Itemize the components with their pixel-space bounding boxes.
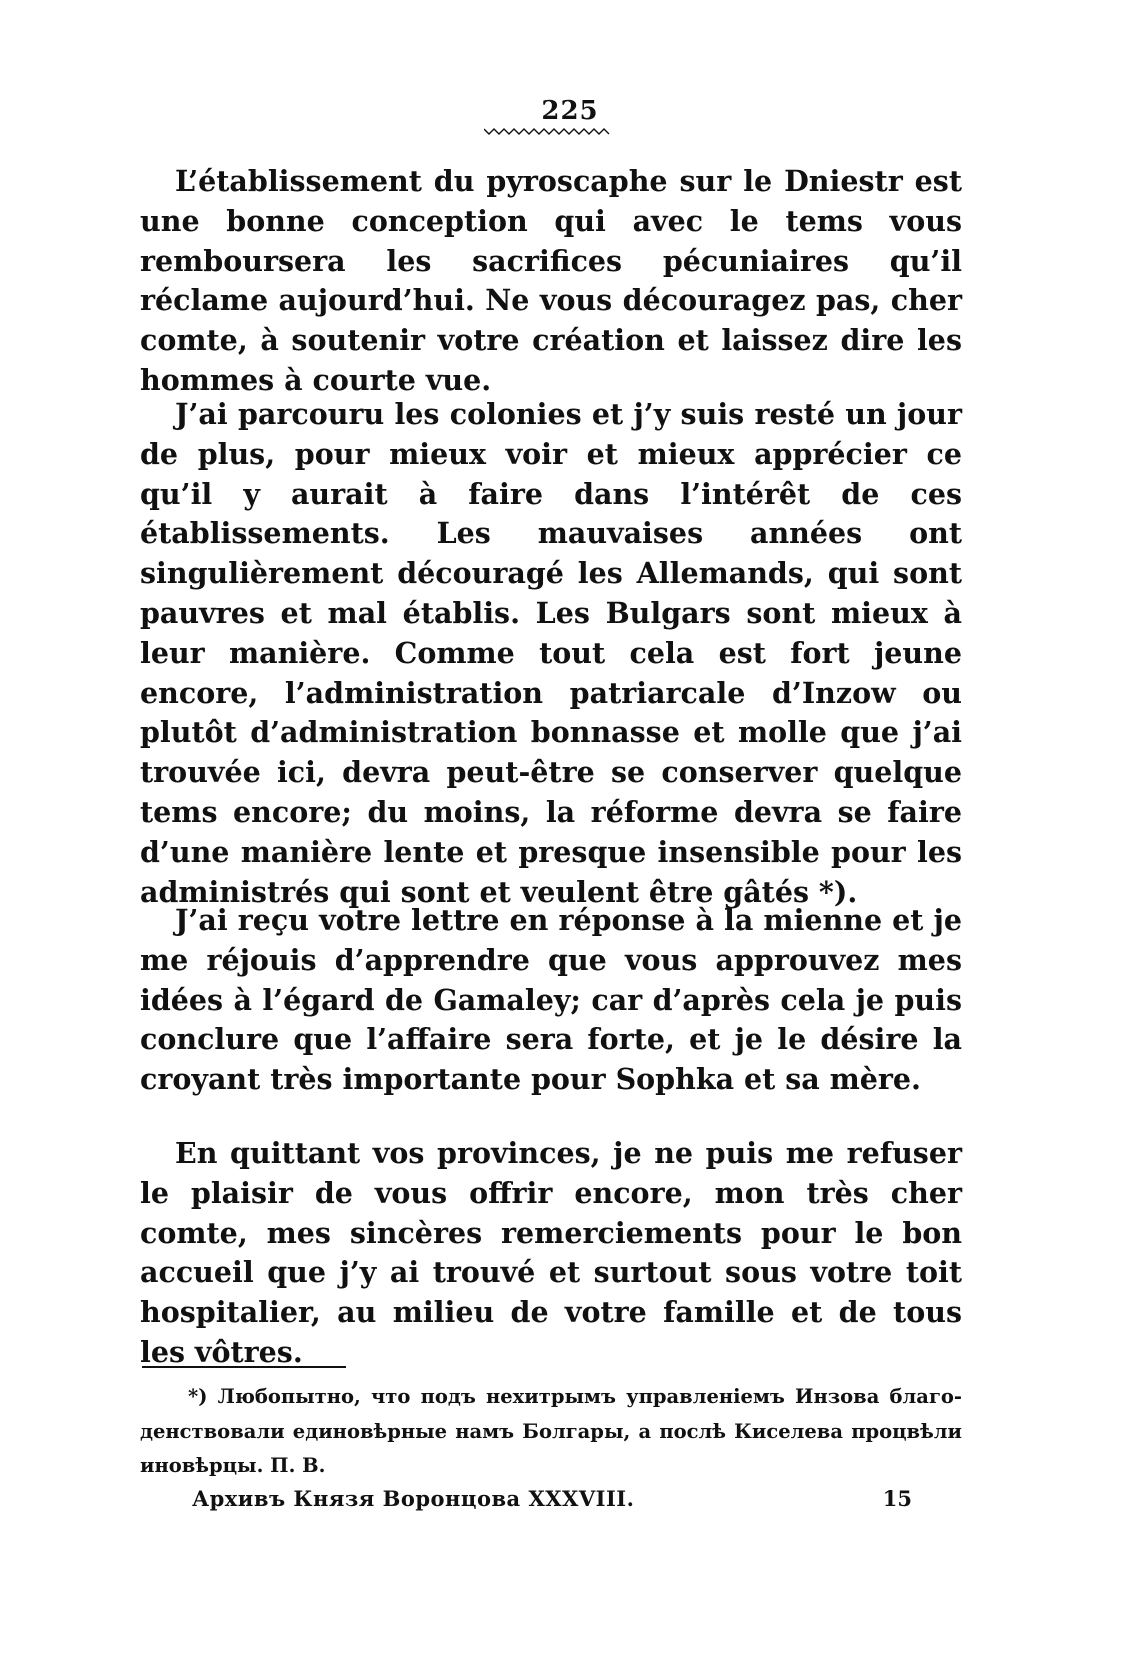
paragraph-3 bbox=[140, 901, 962, 1100]
decorative-wavy-rule bbox=[484, 126, 614, 136]
paragraph-2 bbox=[140, 395, 962, 912]
signature-number: 15 bbox=[882, 1486, 912, 1511]
footnote-divider bbox=[142, 1366, 346, 1368]
paragraph-text: En quittant vos provinces, je ne puis me refuser le plaisir de vous offrir encore, mon très cher comte, mes sincères remerciements pour le bon accueil que j’y ai trouvé et surtout sous votre toit hospitalier, au milieu de votre famille et de tous les vôtres. bbox=[140, 1136, 962, 1369]
page-number: 225 bbox=[541, 96, 599, 126]
signature-mark: Архивъ Князя Воронцова XXXVIII. bbox=[192, 1486, 635, 1511]
paragraph-text: J’ai reçu votre lettre en réponse à la mienne et je me réjouis d’apprendre que vous approuvez mes idées à l’égard de Gamaley; car d’après cela je puis conclure que l’affaire sera forte, et je le désire la croyant très importante pour Sophka et sa mère. bbox=[140, 903, 962, 1097]
paragraph-text: J’ai parcouru les colonies et j’y suis resté un jour de plus, pour mieux voir et mieux apprécier ce qu’il y aurait à faire dans l’intérêt de ces établissements. Les mauvaises années ont singulièrement découragé les Allemands, qui sont pauvres et mal établis. Les Bulgars sont mieux à leur manière. Comme tout cela est fort jeune encore, l’administration patriarcale d’Inzow ou plutôt d’administration bonnasse et molle que j’ai trouvée ici, devra peut-être se conserver quelque tems encore; du moins, la réforme devra se faire d’une manière lente et presque insensible pour les administrés qui sont et veulent être gâtés *). bbox=[140, 397, 962, 909]
footnote: *) Любопытно, что подъ нехитрымъ управленіемъ Инзова благоденствовали единовѣрные намъ Болгары, а послѣ Киселева процвѣли иновѣрцы. П. В. bbox=[140, 1385, 962, 1477]
paragraph-1 bbox=[140, 162, 962, 401]
paragraph-4 bbox=[140, 1134, 962, 1373]
paragraph-text: L’établissement du pyroscaphe sur le Dniestr est une bonne conception qui avec le tems vous remboursera les sacrifices pécuniaires qu’il réclame aujourd’hui. Ne vous découragez pas, cher comte, à soutenir votre création et laissez dire les hommes à courte vue. bbox=[140, 164, 962, 397]
